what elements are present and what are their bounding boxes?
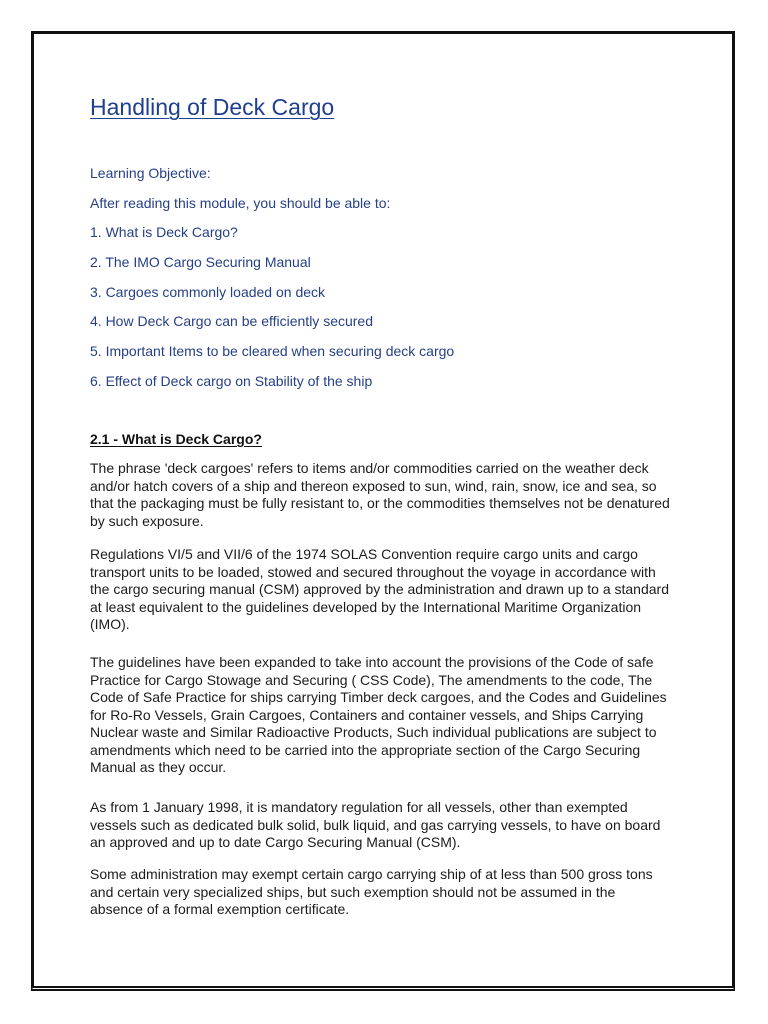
body-paragraph: Regulations VI/5 and VII/6 of the 1974 SOLAS Convention require cargo units and cargo transport units to be loaded, stowed and secured throughout the voyage in accordance with the cargo securing manual (CSM) approved by the administration and drawn up to a standard at least equivalent to the guidelines developed by the International Maritime Organization (IMO).: [90, 546, 669, 632]
objectives-intro: After reading this module, you should be able to:: [90, 195, 391, 211]
body-paragraph: The phrase 'deck cargoes' refers to items and/or commodities carried on the weather deck and/or hatch covers of a ship and thereon exposed to sun, wind, rain, snow, ice and sea, so that the packaging must be fully resistant to, or the commodities themselves not be denatured by such exposure.: [90, 460, 670, 529]
objective-item: 2. The IMO Cargo Securing Manual: [90, 254, 311, 270]
objective-item: 1. What is Deck Cargo?: [90, 224, 238, 240]
objective-item: 4. How Deck Cargo can be efficiently secured: [90, 313, 373, 329]
objective-item: 5. Important Items to be cleared when securing deck cargo: [90, 343, 455, 359]
body-paragraph: The guidelines have been expanded to take into account the provisions of the Code of safe Practice for Cargo Stowage and Securing ( CSS Code), The amendments to the code, The Code of Safe Practice for ships carrying Timber deck cargoes, and the Codes and Guidelines for Ro-Ro Vessels, Grain Cargoes, Containers and container vessels, and Ships Carrying Nuclear waste and Similar Radioactive Products, Such individual publications are subject to amendments which need to be carried into the appropriate section of the Cargo Securing Manual as they occur.: [90, 654, 667, 775]
objective-item: 6. Effect of Deck cargo on Stability of the ship: [90, 373, 373, 389]
objective-item: 3. Cargoes commonly loaded on deck: [90, 284, 326, 300]
learning-objective-label: Learning Objective:: [90, 165, 211, 181]
body-paragraph: Some administration may exempt certain cargo carrying ship of at less than 500 gross tons and certain very specialized ships, but such exemption should not be assumed in the absence of a formal exemption certificate.: [90, 866, 653, 917]
section-heading: 2.1 - What is Deck Cargo?: [90, 431, 262, 447]
page-title: Handling of Deck Cargo: [90, 94, 335, 120]
body-paragraph: As from 1 January 1998, it is mandatory regulation for all vessels, other than exempted vessels such as dedicated bulk solid, bulk liquid, and gas carrying vessels, to have on board an approved and up to date Cargo Securing Manual (CSM).: [90, 799, 661, 850]
